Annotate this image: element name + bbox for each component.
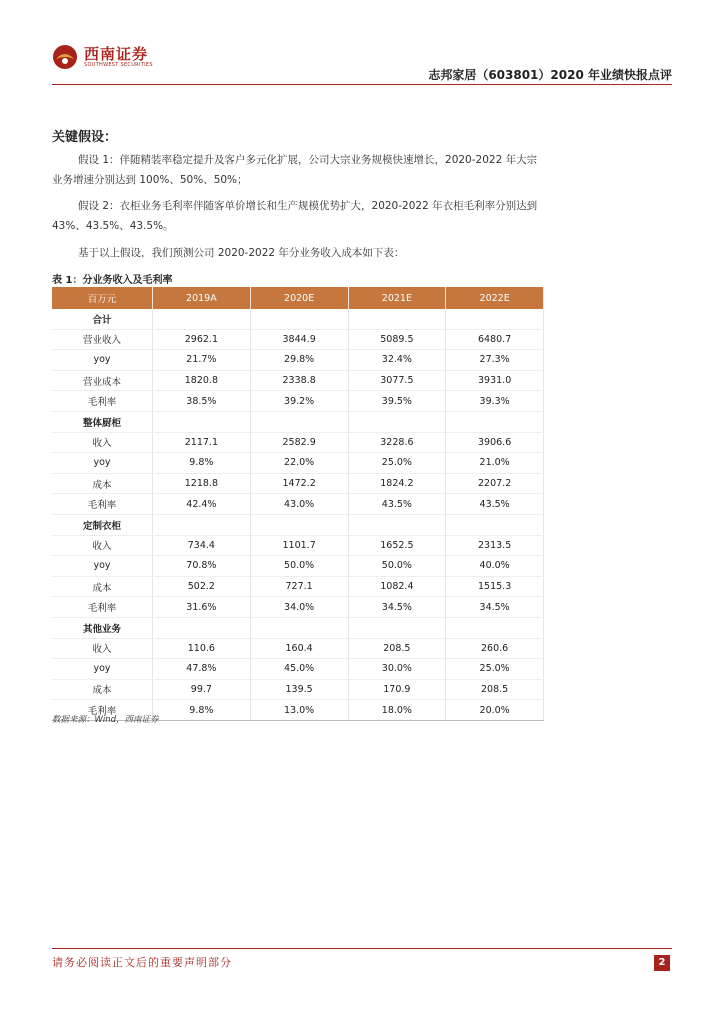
table-cell xyxy=(250,617,348,638)
table-cell: 1820.8 xyxy=(153,370,251,391)
table-cell: 18.0% xyxy=(348,700,446,721)
table-cell xyxy=(446,309,544,329)
table-cell: 32.4% xyxy=(348,350,446,371)
row-label: yoy xyxy=(52,350,153,371)
table-header-row xyxy=(52,287,544,309)
table-row xyxy=(52,638,544,659)
table-cell xyxy=(348,514,446,535)
footer-divider xyxy=(52,948,672,949)
table-cell: 30.0% xyxy=(348,659,446,680)
table-row xyxy=(52,329,544,350)
table-cell: 1082.4 xyxy=(348,576,446,597)
row-label: yoy xyxy=(52,556,153,577)
page-number: 2 xyxy=(654,955,670,971)
table-cell: 34.0% xyxy=(250,597,348,618)
table-cell: 13.0% xyxy=(250,700,348,721)
table-cell: 31.6% xyxy=(153,597,251,618)
row-label: 毛利率 xyxy=(52,700,153,721)
row-label: 成本 xyxy=(52,473,153,494)
table-cell xyxy=(153,309,251,329)
table-cell: 45.0% xyxy=(250,659,348,680)
table-group-row xyxy=(52,514,544,535)
table-row xyxy=(52,350,544,371)
table-cell: 1218.8 xyxy=(153,473,251,494)
table-cell: 9.8% xyxy=(153,453,251,474)
table-row xyxy=(52,679,544,700)
table-cell xyxy=(153,514,251,535)
logo-chinese-name: 西南证券 xyxy=(84,45,149,63)
table-cell: 734.4 xyxy=(153,535,251,556)
table-cell: 70.8% xyxy=(153,556,251,577)
table-cell: 1824.2 xyxy=(348,473,446,494)
table-row xyxy=(52,391,544,412)
table-caption: 表 1：分业务收入及毛利率 xyxy=(52,275,173,286)
table-cell: 260.6 xyxy=(446,638,544,659)
table-cell: 20.0% xyxy=(446,700,544,721)
table-cell: 34.5% xyxy=(446,597,544,618)
table-cell xyxy=(250,309,348,329)
table-cell: 25.0% xyxy=(348,453,446,474)
table-cell xyxy=(250,514,348,535)
table-cell xyxy=(446,411,544,432)
company-logo xyxy=(52,44,153,70)
header-divider xyxy=(52,84,672,85)
table-cell: 160.4 xyxy=(250,638,348,659)
table-cell: 110.6 xyxy=(153,638,251,659)
table-cell: 502.2 xyxy=(153,576,251,597)
table-cell: 3077.5 xyxy=(348,370,446,391)
table-cell: 50.0% xyxy=(348,556,446,577)
table-row xyxy=(52,535,544,556)
table-cell: 99.7 xyxy=(153,679,251,700)
row-label: 成本 xyxy=(52,679,153,700)
table-row xyxy=(52,576,544,597)
table-cell: 21.7% xyxy=(153,350,251,371)
data-source-note: 数据来源：Wind，西南证券 xyxy=(52,715,159,725)
table-cell: 34.5% xyxy=(348,597,446,618)
table-cell xyxy=(348,309,446,329)
row-label: yoy xyxy=(52,659,153,680)
table-cell xyxy=(446,514,544,535)
table-cell: 43.0% xyxy=(250,494,348,515)
section-title: 关键假设： xyxy=(52,130,118,145)
table-cell: 1472.2 xyxy=(250,473,348,494)
table-cell: 139.5 xyxy=(250,679,348,700)
table-cell: 39.2% xyxy=(250,391,348,412)
row-label: 成本 xyxy=(52,576,153,597)
table-cell: 3931.0 xyxy=(446,370,544,391)
table-cell: 9.8% xyxy=(153,700,251,721)
table-group-row xyxy=(52,617,544,638)
table-cell: 3844.9 xyxy=(250,329,348,350)
table-header-cell: 2020E xyxy=(250,287,348,309)
table-cell: 25.0% xyxy=(446,659,544,680)
row-label: 毛利率 xyxy=(52,391,153,412)
table-cell xyxy=(446,617,544,638)
table-cell: 3228.6 xyxy=(348,432,446,453)
table-cell: 208.5 xyxy=(446,679,544,700)
row-label: 整体厨柜 xyxy=(52,411,153,432)
table-cell: 6480.7 xyxy=(446,329,544,350)
table-cell xyxy=(153,411,251,432)
table-cell: 38.5% xyxy=(153,391,251,412)
logo-english-name: SOUTHWEST SECURITIES xyxy=(84,62,153,68)
table-cell: 27.3% xyxy=(446,350,544,371)
row-label: 营业收入 xyxy=(52,329,153,350)
table-cell: 5089.5 xyxy=(348,329,446,350)
table-row xyxy=(52,473,544,494)
row-label: 收入 xyxy=(52,535,153,556)
table-row xyxy=(52,597,544,618)
table-cell: 47.8% xyxy=(153,659,251,680)
table-cell: 1515.3 xyxy=(446,576,544,597)
assumption-paragraph-1: 假设 1：伴随精装率稳定提升及客户多元化扩展，公司大宗业务规模快速增长，2020-2022 年大宗业务增速分别达到 100%、50%、50%； xyxy=(52,154,538,186)
row-label: 毛利率 xyxy=(52,494,153,515)
table-cell: 43.5% xyxy=(446,494,544,515)
table-row xyxy=(52,556,544,577)
table-body xyxy=(52,309,544,720)
row-label: 收入 xyxy=(52,638,153,659)
table-row xyxy=(52,494,544,515)
table-cell: 3906.6 xyxy=(446,432,544,453)
row-label: 其他业务 xyxy=(52,617,153,638)
row-label: 毛利率 xyxy=(52,597,153,618)
table-cell: 39.5% xyxy=(348,391,446,412)
row-label: 定制衣柜 xyxy=(52,514,153,535)
row-label: 营业成本 xyxy=(52,370,153,391)
table-cell: 170.9 xyxy=(348,679,446,700)
table-cell: 2582.9 xyxy=(250,432,348,453)
table-header-cell: 2019A xyxy=(153,287,251,309)
table-cell xyxy=(250,411,348,432)
table-cell: 2117.1 xyxy=(153,432,251,453)
table-cell: 2338.8 xyxy=(250,370,348,391)
table-row xyxy=(52,370,544,391)
footer-disclaimer: 请务必阅读正文后的重要声明部分 xyxy=(52,956,232,969)
logo-emblem-icon xyxy=(52,44,78,70)
table-cell: 1101.7 xyxy=(250,535,348,556)
table-cell: 21.0% xyxy=(446,453,544,474)
table-group-row xyxy=(52,411,544,432)
report-title: 志邦家居（603801）2020 年业绩快报点评 xyxy=(428,68,672,82)
assumption-paragraph-2: 假设 2：衣柜业务毛利率伴随客单价增长和生产规模优势扩大，2020-2022 年衣柜毛利率分别达到 43%、43.5%、43.5%。 xyxy=(52,200,538,232)
table-row xyxy=(52,453,544,474)
table-cell: 22.0% xyxy=(250,453,348,474)
table-cell: 40.0% xyxy=(446,556,544,577)
forecast-intro-paragraph: 基于以上假设，我们预测公司 2020-2022 年分业务收入成本如下表： xyxy=(78,247,405,259)
table-cell: 1652.5 xyxy=(348,535,446,556)
table-row xyxy=(52,432,544,453)
table-header-cell: 2022E xyxy=(446,287,544,309)
table-cell: 2962.1 xyxy=(153,329,251,350)
row-label: 收入 xyxy=(52,432,153,453)
table-header-cell: 百万元 xyxy=(52,287,153,309)
table-cell: 727.1 xyxy=(250,576,348,597)
table-cell: 42.4% xyxy=(153,494,251,515)
table-cell xyxy=(348,617,446,638)
table-group-row xyxy=(52,309,544,329)
row-label: yoy xyxy=(52,453,153,474)
table-row xyxy=(52,659,544,680)
row-label: 合计 xyxy=(52,309,153,329)
table-cell xyxy=(153,617,251,638)
table-cell: 2207.2 xyxy=(446,473,544,494)
table-header-cell: 2021E xyxy=(348,287,446,309)
table-cell: 208.5 xyxy=(348,638,446,659)
segment-revenue-table xyxy=(52,287,544,721)
table-cell: 43.5% xyxy=(348,494,446,515)
table-cell: 39.3% xyxy=(446,391,544,412)
table-cell: 50.0% xyxy=(250,556,348,577)
table-cell xyxy=(348,411,446,432)
table-cell: 29.8% xyxy=(250,350,348,371)
table-cell: 2313.5 xyxy=(446,535,544,556)
